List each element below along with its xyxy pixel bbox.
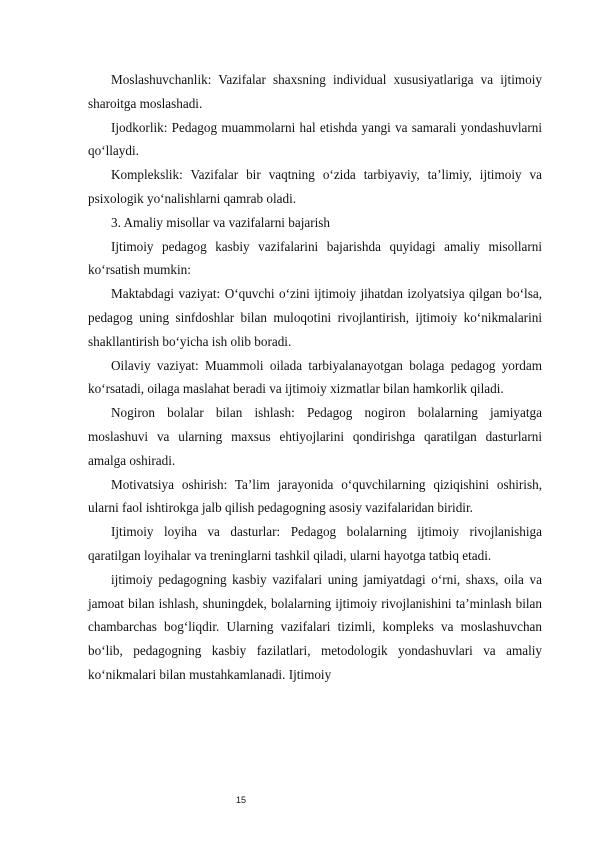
paragraph-flexibility: Moslashuvchanlik: Vazifalar shaxsning individual xususiyatlariga va ijtimoiy sharoitga moslashadi.: [88, 72, 542, 111]
paragraph-motivation: Motivatsiya oshirish: Ta’lim jarayonida o‘quvchilarning qiziqishini oshirish, ularni faol ishtirokga jalb qilish pedagogning asosiy vazifalaridan biridir.: [88, 476, 542, 516]
page-number: 15: [236, 795, 247, 805]
paragraph-intro-examples: Ijtimoiy pedagog kasbiy vazifalarini bajarishda quyidagi amaliy misollarni ko‘rsatish mumkin:: [88, 238, 542, 278]
paragraph-creativity: Ijodkorlik: Pedagog muammolarni hal etishda yangi va samarali yondashuvlarni qo‘llaydi.: [88, 119, 542, 159]
section-heading: 3. Amaliy misollar va vazifalarni bajarish: [111, 214, 330, 230]
paragraph-conclusion: ijtimoiy pedagogning kasbiy vazifalari uning jamiyatdagi o‘rni, shaxs, oila va jamoat bilan ishlash, shuningdek, bolalarning ijtimoiy rivojlanishini ta’minlash bilan chambarchas bog‘liqdir. Ularning vazifalari tizimli, kompleks va moslashuvchan bo‘lib, pedagogning kasbiy fazilatlari, metodologik yondashuvlari va amaliy ko‘nikmalari bilan mustahkamlanadi. Ijtimoiy: [88, 571, 542, 682]
paragraph-school-situation: Maktabdagi vaziyat: O‘quvchi o‘zini ijtimoiy jihatdan izolyatsiya qilgan bo‘lsa, pedagog uning sinfdoshlar bilan muloqotini rivojlantirish, ijtimoiy ko‘nikmalarini shakllantirish bo‘yicha ish olib boradi.: [88, 286, 542, 349]
paragraph-disabled-children: Nogiron bolalar bilan ishlash: Pedagog nogiron bolalarning jamiyatga moslashuvi va ularning maxsus ehtiyojlarini qondirishga qaratilgan dasturlarni amalga oshiradi.: [88, 405, 542, 468]
paragraph-family-situation: Oilaviy vaziyat: Muammoli oilada tarbiyalanayotgan bolaga pedagog yordam ko‘rsatadi, oilaga maslahat beradi va ijtimoiy xizmatlar bilan hamkorlik qiladi.: [88, 357, 542, 397]
paragraph-social-projects: Ijtimoiy loyiha va dasturlar: Pedagog bolalarning ijtimoiy rivojlanishiga qaratilgan loyihalar va treninglarni tashkil qiladi, ularni hayotga tatbiq etadi.: [88, 524, 542, 563]
paragraph-complexity: Komplekslik: Vazifalar bir vaqtning o‘zida tarbiyaviy, ta’limiy, ijtimoiy va psixologik yo‘nalishlarni qamrab oladi.: [88, 167, 542, 206]
page-body: [88, 68, 542, 687]
